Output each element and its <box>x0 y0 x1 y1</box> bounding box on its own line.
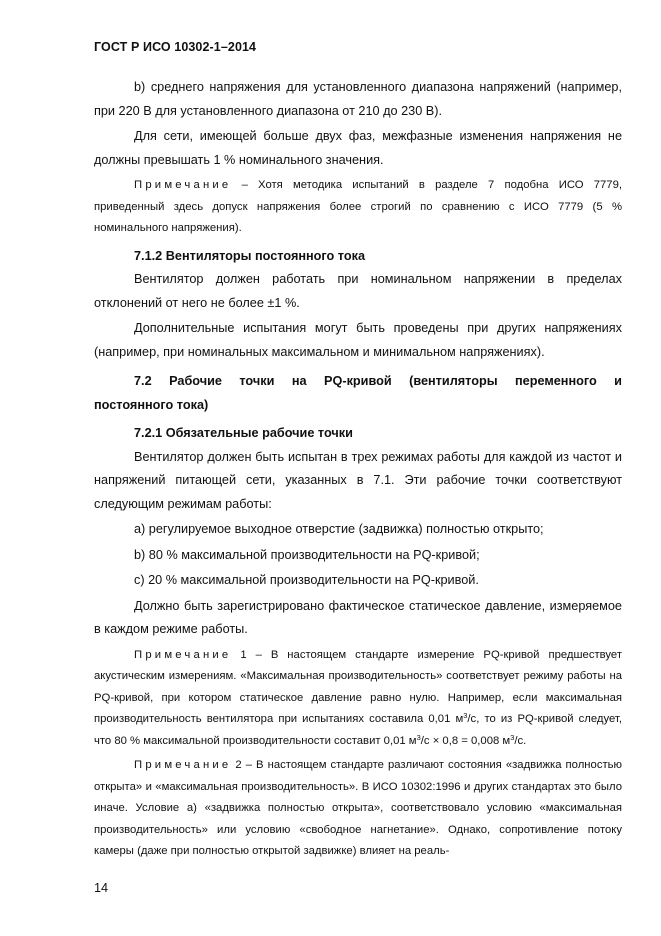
heading-7-1-2: 7.1.2 Вентиляторы постоянного тока <box>134 248 366 263</box>
list-item-b-80: b) 80 % максимальной производительности на PQ-кривой; <box>134 547 480 562</box>
page-content <box>94 76 622 863</box>
note-1: Примечание 1 – В настоящем стандарте измерение PQ-кривой предшествует акустическим измерениям. «Максимальная производительность» соответствует режиму работы на PQ-кривой, при котором статическое давление равно нулю. Например, если максимальная производительность вентилятора при испытаниях составила 0,01 $м^3/с$, то из PQ-кривой следует, что 80 % максимальной производительности составит 0,01 $м^3/с \times 0,8 = 0,008$ $м^3/с$. <box>94 648 622 747</box>
list-item-a: a) регулируемое выходное отверстие (задвижка) полностью открыто; <box>134 522 544 536</box>
list-item-b: b) среднего напряжения для установленного диапазона напряжений (например, при 220 В для установленного диапазона от 210 до 230 В). <box>94 80 622 118</box>
note-label: Примечание <box>134 179 232 191</box>
list-item-c-20: c) 20 % максимальной производительности на PQ-кривой. <box>134 573 479 587</box>
note-label: Примечание <box>134 759 232 771</box>
note-text: – Хотя методика испытаний в разделе 7 подобна ИСО 7779, приведенный здесь допуск напряжения более строгий по сравнению с ИСО 7779 (5 % номинального напряжения). <box>94 179 622 234</box>
note-text: 2 – В настоящем стандарте различают состояния «задвижка полностью открыта» и «максимальная производительность». В ИСО 10302:1996 и других стандартах это было иначе. Условие а) «задвижка полностью открыта», соответствовало условию «максимальная производительность» или условию «свободное нагнетание». Однако, сопротивление потоку камеры (даже при полностью открытой задвижке) влияет на реаль- <box>94 759 622 857</box>
note-label: Примечание <box>134 648 232 661</box>
heading-7-2-line2: постоянного тока) <box>94 397 209 412</box>
paragraph-additional-tests: Дополнительные испытания могут быть проведены при других напряжениях (например, при номинальных максимальном и минимальном напряжениях). <box>94 321 622 359</box>
note-2 <box>94 755 622 863</box>
heading-7-2-1: 7.2.1 Обязательные рабочие точки <box>134 426 353 440</box>
page-number: 14 <box>94 881 109 895</box>
note-0 <box>94 175 622 240</box>
document-header: ГОСТ Р ИСО 10302-1–2014 <box>94 40 257 54</box>
paragraph-pressure: Должно быть зарегистрировано фактическое статическое давление, измеряемое в каждом режиме работы. <box>94 598 622 636</box>
paragraph-modes-intro: Вентилятор должен быть испытан в трех режимах работы для каждой из частот и напряжений питающей сети, указанных в 7.1. Эти рабочие точки соответствуют следующим режимам работы: <box>94 449 622 511</box>
heading-7-2-line1: 7.2 Рабочие точки на PQ-кривой (вентиляторы переменного и <box>134 374 622 388</box>
paragraph-dc-voltage: Вентилятор должен работать при номинальном напряжении в пределах отклонений от него не более ±1 %. <box>94 272 622 310</box>
paragraph-phases: Для сети, имеющей больше двух фаз, межфазные изменения напряжения не должны превышать 1 % номинального значения. <box>94 129 622 167</box>
